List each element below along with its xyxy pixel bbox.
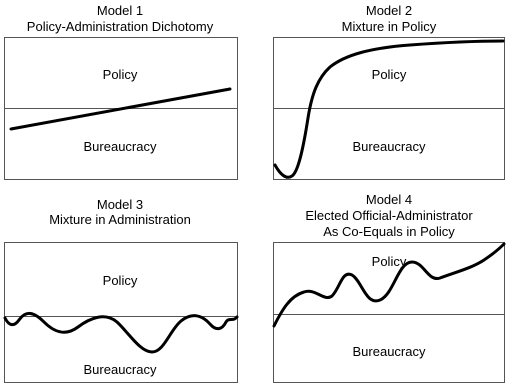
model-2-bureaucracy-label: Bureaucracy bbox=[352, 139, 426, 154]
model-2-boundary-curve bbox=[275, 41, 503, 177]
model-3-subtitle: Mixture in Administration bbox=[49, 212, 191, 227]
model-3-bureaucracy-label: Bureaucracy bbox=[83, 362, 157, 377]
model-4-subtitle: Elected Official-Administrator bbox=[305, 208, 473, 223]
model-3-policy-label: Policy bbox=[102, 273, 138, 288]
model-4-policy-label: Policy bbox=[371, 254, 407, 269]
model-4-bureaucracy-label: Bureaucracy bbox=[352, 344, 426, 359]
model-2-subtitle: Mixture in Policy bbox=[341, 19, 437, 34]
model-2-policy-label: Policy bbox=[371, 67, 407, 82]
model-2-panel bbox=[274, 3, 505, 180]
model-1-subtitle: Policy-Administration Dichotomy bbox=[26, 19, 214, 34]
model-4-title: Model 4 bbox=[365, 192, 413, 207]
model-3-boundary-curve bbox=[5, 313, 237, 352]
model-4-subtitle-2: As Co-Equals in Policy bbox=[323, 224, 455, 239]
model-1-bureaucracy-label: Bureaucracy bbox=[83, 139, 157, 154]
model-3-panel bbox=[5, 197, 238, 383]
model-4-panel bbox=[274, 192, 505, 383]
model-2-title: Model 2 bbox=[365, 3, 413, 18]
model-3-title: Model 3 bbox=[96, 197, 144, 212]
model-1-panel bbox=[5, 3, 238, 180]
model-1-policy-label: Policy bbox=[102, 67, 138, 82]
model-1-title: Model 1 bbox=[96, 3, 144, 18]
